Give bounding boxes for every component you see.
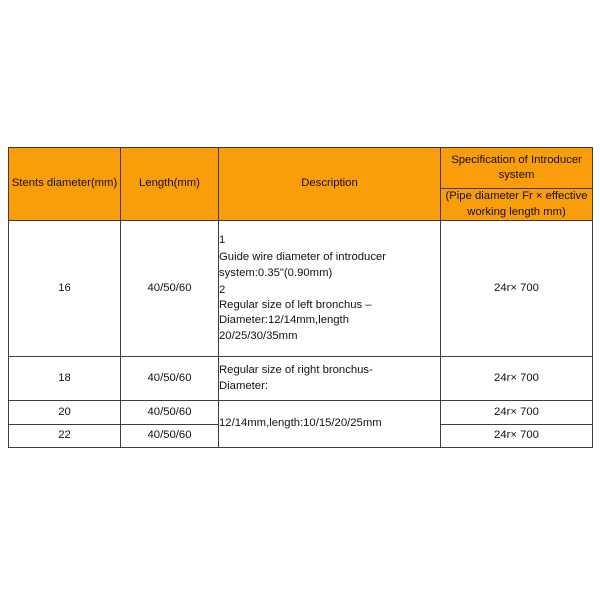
description-line: Diameter: [219, 379, 268, 392]
description-text-block [219, 363, 440, 394]
cell-stents-diameter: 20 [9, 401, 121, 425]
column-header-specification-subtitle: (Pipe diameter Fr × effective working length mm) [441, 189, 593, 221]
description-line: Diameter:12/14mm,length [219, 314, 349, 327]
column-header-length: Length(mm) [121, 148, 219, 221]
description-line: 1 [219, 234, 226, 247]
table-body [9, 221, 593, 448]
description-text-block [219, 233, 440, 344]
cell-specification: 24r× 700 [441, 401, 593, 425]
header-row-primary [9, 148, 593, 189]
description-line: 20/25/30/35mm [219, 329, 298, 342]
description-line: 2 [219, 283, 226, 296]
cell-length: 40/50/60 [121, 401, 219, 425]
cell-specification: 24r× 700 [441, 425, 593, 448]
cell-length: 40/50/60 [121, 425, 219, 448]
stent-specification-table [8, 147, 593, 448]
specification-table-container [8, 147, 592, 447]
cell-stents-diameter: 22 [9, 425, 121, 448]
description-line: Guide wire diameter of introducer [219, 251, 387, 264]
table-row [9, 357, 593, 401]
description-line: 12/14mm,length:10/15/20/25mm [219, 417, 382, 430]
cell-stents-diameter: 18 [9, 357, 121, 401]
cell-length: 40/50/60 [121, 357, 219, 401]
cell-stents-diameter: 16 [9, 221, 121, 357]
cell-description [219, 357, 441, 401]
column-header-stents-diameter: Stents diameter(mm) [9, 148, 121, 221]
table-header [9, 148, 593, 221]
cell-specification: 24r× 700 [441, 357, 593, 401]
description-line: Regular size of right bronchus- [219, 364, 373, 377]
cell-description [219, 221, 441, 357]
description-line: Regular size of left bronchus – [219, 299, 372, 312]
cell-length: 40/50/60 [121, 221, 219, 357]
table-row [9, 401, 593, 425]
description-text-block [219, 416, 440, 431]
cell-specification: 24r× 700 [441, 221, 593, 357]
description-line: system:0.35"(0.90mm) [219, 266, 333, 279]
table-row [9, 221, 593, 357]
cell-description [219, 401, 441, 448]
column-header-specification-title: Specification of Introducer system [441, 148, 593, 189]
column-header-description: Description [219, 148, 441, 221]
